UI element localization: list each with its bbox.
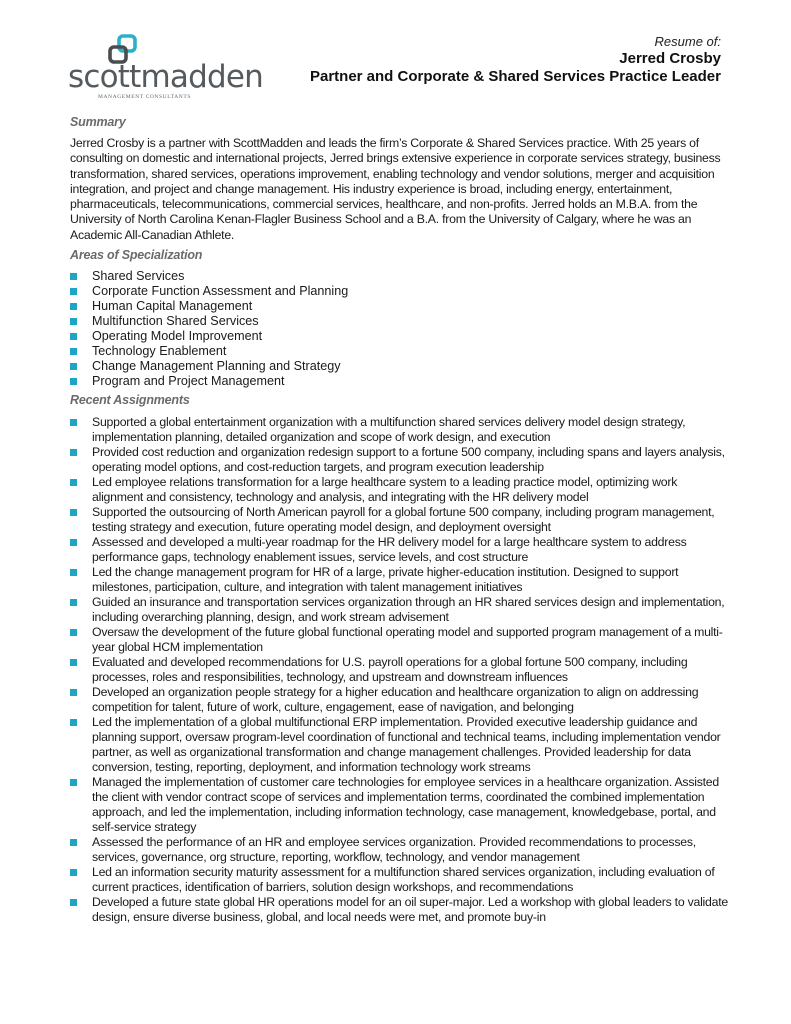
square-bullet-icon — [70, 659, 77, 666]
list-item — [70, 565, 730, 595]
square-bullet-icon — [70, 273, 77, 280]
list-item-text: Led the change management program for HR of a large, private higher-education institution. Designed to support milestones, participation, culture, and integration with talent management initiatives — [92, 565, 679, 595]
list-item-text: Guided an insurance and transportation services organization through an HR shared services design and implementation, including overarching planning, design, and work stream advisement — [92, 595, 725, 625]
square-bullet-icon — [70, 629, 77, 636]
list-item-text: Led an information security maturity assessment for a multifunction shared services organization, including evaluation of current practices, identification of barriers, solution design workshops, and recommendations — [92, 865, 715, 895]
assignments-list — [70, 415, 730, 925]
square-bullet-icon — [70, 449, 77, 456]
square-bullet-icon — [70, 539, 77, 546]
logo-tagline: MANAGEMENT CONSULTANTS — [98, 94, 191, 100]
square-bullet-icon — [70, 719, 77, 726]
list-item-text: Corporate Function Assessment and Planning — [92, 284, 349, 299]
square-bullet-icon — [70, 689, 77, 696]
list-item-text: Program and Project Management — [92, 374, 285, 389]
list-item — [70, 344, 730, 359]
square-bullet-icon — [70, 363, 77, 370]
square-bullet-icon — [70, 569, 77, 576]
list-item-text: Supported a global entertainment organization with a multifunction shared services delivery model design strategy, implementation planning, detailed organization and scope of work design, and execution — [92, 415, 686, 445]
list-item — [70, 374, 730, 389]
resume-of-label: Resume of: — [654, 34, 721, 49]
list-item-text: Assessed the performance of an HR and employee services organization. Provided recommendations to processes, services, governance, org structure, reporting, workflow, technology, and vendor management — [92, 835, 696, 865]
logo-wordmark: scottmadden — [68, 59, 263, 95]
square-bullet-icon — [70, 288, 77, 295]
square-bullet-icon — [70, 869, 77, 876]
list-item-text: Operating Model Improvement — [92, 329, 263, 344]
specialization-list — [70, 269, 730, 389]
list-item — [70, 415, 730, 445]
square-bullet-icon — [70, 333, 77, 340]
list-item — [70, 715, 730, 775]
list-item — [70, 299, 730, 314]
list-item — [70, 865, 730, 895]
list-item — [70, 505, 730, 535]
person-title: Partner and Corporate & Shared Services Practice Leader — [309, 68, 721, 85]
list-item-text: Human Capital Management — [92, 299, 253, 314]
square-bullet-icon — [70, 509, 77, 516]
list-item-text: Managed the implementation of customer care technologies for employee services in a healthcare organization. Assisted the client with vendor contract scope of services and implementation terms, coordinated the combined implementation approach, and led the implementation, including information technology, case management, knowledgebase, portal, and self-service strategy — [92, 775, 719, 835]
assignments-heading: Recent Assignments — [70, 393, 190, 408]
list-item-text: Provided cost reduction and organization redesign support to a fortune 500 company, including spans and layers analysis, operating model options, and cost-reduction targets, and program execution leadership — [92, 445, 725, 475]
list-item-text: Multifunction Shared Services — [92, 314, 259, 329]
list-item — [70, 655, 730, 685]
square-bullet-icon — [70, 378, 77, 385]
list-item-text: Change Management Planning and Strategy — [92, 359, 341, 374]
list-item-text: Assessed and developed a multi-year roadmap for the HR delivery model for a large healthcare system to address performance gaps, technology enablement issues, service levels, and cost structure — [92, 535, 687, 565]
square-bullet-icon — [70, 348, 77, 355]
square-bullet-icon — [70, 839, 77, 846]
list-item-text: Led employee relations transformation for a large healthcare system to a leading practice model, optimizing work alignment and consistency, technology and analysis, and integrating with the HR delivery model — [92, 475, 678, 505]
list-item-text: Led the implementation of a global multifunctional ERP implementation. Provided executive leadership guidance and planning support, oversaw program-level coordination of functional and technical teams, including implementation vendor partner, as well as organizational transformation and change management challenges. Provided leadership for data conversion, testing, reporting, deployment, and information technology work streams — [92, 715, 721, 775]
summary-heading: Summary — [70, 115, 126, 129]
list-item — [70, 775, 730, 835]
list-item-text: Developed an organization people strategy for a higher education and healthcare organization to align on addressing competition for talent, future of work, culture, engagement, ease of navigation, and belonging — [92, 685, 699, 715]
list-item — [70, 314, 730, 329]
list-item — [70, 835, 730, 865]
square-bullet-icon — [70, 599, 77, 606]
list-item-text: Oversaw the development of the future global functional operating model and supported program management of a multi-year global HCM implementation — [92, 625, 723, 655]
square-bullet-icon — [70, 479, 77, 486]
specialization-heading: Areas of Specialization — [70, 248, 203, 263]
list-item — [70, 359, 730, 374]
list-item — [70, 445, 730, 475]
list-item — [70, 895, 730, 925]
list-item — [70, 685, 730, 715]
square-bullet-icon — [70, 303, 77, 310]
list-item — [70, 475, 730, 505]
list-item — [70, 284, 730, 299]
square-bullet-icon — [70, 899, 77, 906]
list-item-text: Supported the outsourcing of North American payroll for a global fortune 500 company, including program management, testing strategy and execution, future operating model design, and deployment oversight — [92, 505, 715, 535]
list-item — [70, 595, 730, 625]
list-item — [70, 625, 730, 655]
person-name: Jerred Crosby — [619, 50, 721, 67]
square-bullet-icon — [70, 318, 77, 325]
list-item-text: Evaluated and developed recommendations for U.S. payroll operations for a global fortune 500 company, including processes, roles and responsibilities, technology, and upstream and downstream influences — [92, 655, 688, 685]
list-item — [70, 329, 730, 344]
resume-body — [70, 114, 730, 928]
list-item — [70, 535, 730, 565]
square-bullet-icon — [70, 779, 77, 786]
list-item-text: Technology Enablement — [92, 344, 227, 359]
list-item — [70, 269, 730, 284]
summary-text: Jerred Crosby is a partner with ScottMadden and leads the firm’s Corporate & Shared Services practice. With 25 years of consulting on domestic and international projects, Jerred brings extensive experience in corporate services strategy, business transformation, shared services, operations improvement, enabling technology and vendor solutions, merger and acquisition integration, and project and change management. His industry experience is broad, including energy, entertainment, pharmaceuticals, telecommunications, commercial services, healthcare, and non-profits. Jerred holds an M.B.A. from the University of North Carolina Kenan-Flagler Business School and a B.A. from the University of Calgary, where he was an Academic All-Canadian Athlete. — [70, 136, 721, 242]
square-bullet-icon — [70, 419, 77, 426]
scottmadden-logo — [68, 34, 263, 100]
list-item-text: Shared Services — [92, 269, 185, 284]
list-item-text: Developed a future state global HR operations model for an oil super-major. Led a workshop with global leaders to validate design, ensure diverse business, global, and local needs were met, and promote buy-in — [92, 895, 728, 925]
resume-header — [310, 34, 721, 86]
